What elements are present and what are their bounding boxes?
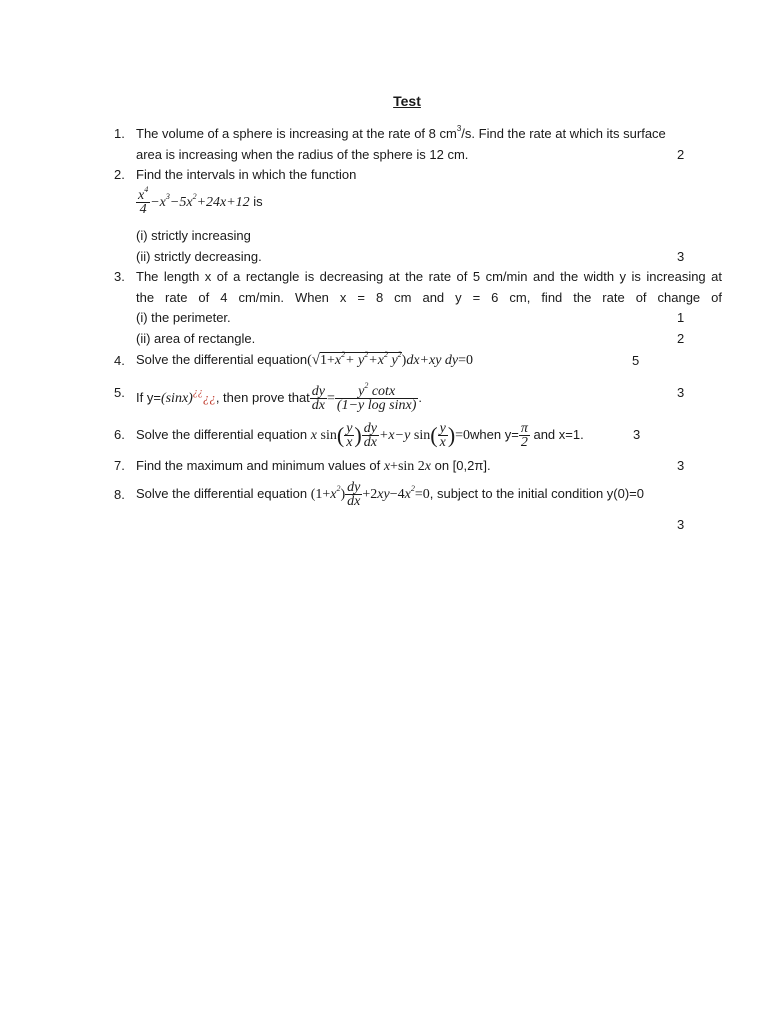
question-marks: 2 (677, 147, 685, 162)
question-text: , then prove that (215, 390, 310, 405)
question-1-line-2: area is increasing when the radius of the sphere is 12 cm. (136, 147, 469, 162)
question-text: on [0,2π]. (431, 458, 491, 473)
question-marks: 3 (677, 385, 685, 400)
question-2-function: $\frac{x^4}{4}$ $-x^3-5x^2+24x+12$ is (138, 185, 263, 218)
question-5-line: If y=(sinx)¿¿¿¿, then prove that $\frac{dy}{dx}$ = $\frac{y^2 \cot x}{\text{(1−y log sinx)}}$ . (136, 381, 422, 414)
question-2-sub-2: (ii) strictly decreasing. (136, 249, 262, 264)
page-title: Test (393, 93, 421, 109)
fraction-dy-dx: $\frac{dy}{dx}$ (311, 384, 325, 414)
question-marks: 3 (677, 517, 685, 532)
question-7-line: Find the maximum and minimum values of x+sin 2x on [0,2π]. (136, 458, 491, 474)
question-marks: 3 (677, 249, 685, 264)
equation: ($√1+x^2+ y^2+x^2$ $y^2)dx+xy$ dy=0 (307, 350, 474, 368)
question-number: 2. (114, 167, 125, 182)
question-text: when y= (470, 427, 519, 442)
question-number: 7. (114, 458, 125, 473)
question-text: Solve the differential equation (136, 352, 308, 367)
fraction-rhs: $\frac{y^2 \cot x}{\text{(1−y log sinx)}}$ (336, 381, 417, 414)
question-3-sub-1: (i) the perimeter. (136, 310, 231, 325)
question-text: /s. Find the rate at which its surface (461, 126, 666, 141)
question-marks: 5 (632, 353, 640, 368)
question-text: Solve the differential equation (136, 486, 308, 501)
question-text: and x=1. (529, 427, 584, 442)
question-1-line-1 (136, 125, 722, 143)
question-8-line: Solve the differential equation $(1+x^2)$ $\frac{dy}{dx}$ $+2xy-4x^2=0$, subject to the initial condition y(0)=0 (136, 480, 644, 510)
question-marks: 1 (677, 310, 685, 325)
question-text: Solve the differential equation (136, 427, 308, 442)
question-3-sub-2: (ii) area of rectangle. (136, 331, 256, 346)
question-number: 1. (114, 126, 125, 141)
question-4-line (136, 348, 473, 373)
superscript: 3 (456, 124, 462, 133)
question-number: 5. (114, 385, 125, 400)
question-6-line: Solve the differential equation x sin( $\frac{y}{x}$ ) $\frac{dy}{dx}$ +x−y sin( $\frac{y}{x}$ )=0when y= $\frac{\pi}{2}$ and x=1. (136, 421, 584, 451)
question-3-line-1: The length x of a rectangle is decreasing at the rate of 5 cm/min and the width y is increasing at (136, 269, 722, 284)
question-text: Find the maximum and minimum values of (136, 458, 381, 473)
question-number: 6. (114, 427, 125, 442)
question-number: 8. (114, 487, 125, 502)
question-text: is (249, 194, 263, 209)
question-2-sub-1: (i) strictly increasing (136, 228, 251, 243)
question-3-line-2: the rate of 4 cm/min. When x = 8 cm and y = 6 cm, find the rate of change of (136, 290, 722, 305)
question-text: If y= (136, 390, 161, 405)
question-text: The volume of a sphere is increasing at the rate of 8 cm (136, 126, 457, 141)
question-marks: 3 (677, 458, 685, 473)
fraction-x4-over-4: $\frac{x^4}{4}$ (138, 185, 149, 218)
question-text: , subject to the initial condition y(0)=0 (429, 486, 644, 501)
question-2-line-1: Find the intervals in which the function (136, 167, 357, 182)
question-number: 4. (114, 353, 125, 368)
question-marks: 3 (633, 427, 641, 442)
question-marks: 2 (677, 331, 685, 346)
question-number: 3. (114, 269, 125, 284)
fraction-pi-over-2: $\frac{\pi}{2}$ (520, 421, 528, 451)
